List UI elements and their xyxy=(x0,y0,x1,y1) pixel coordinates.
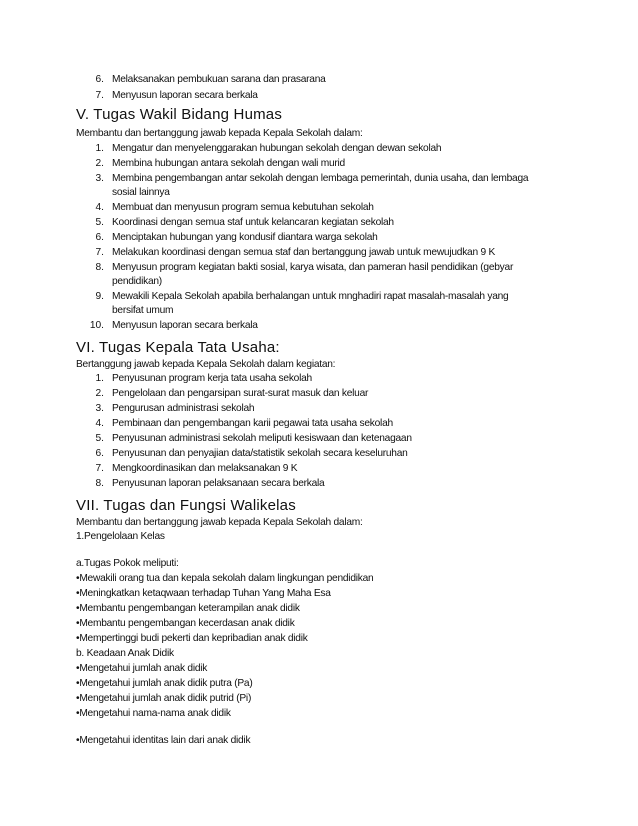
list-number: 8. xyxy=(95,478,104,489)
bullet-item: •Membantu pengembangan keterampilan anak didik xyxy=(76,603,300,614)
list-item: Mengatur dan menyelenggarakan hubungan sekolah dengan dewan sekolah xyxy=(112,143,442,154)
subheading: b. Keadaan Anak Didik xyxy=(76,648,174,659)
list-number: 6. xyxy=(95,448,104,459)
list-number: 2. xyxy=(95,158,104,169)
bullet-item: •Mengetahui identitas lain dari anak didik xyxy=(76,735,251,746)
subheading: 1.Pengelolaan Kelas xyxy=(76,531,165,542)
list-item: Menciptakan hubungan yang kondusif diantara warga sekolah xyxy=(112,232,378,243)
list-item-continuation: bersifat umum xyxy=(112,305,174,316)
list-item: Membina hubungan antara sekolah dengan wali murid xyxy=(112,158,345,169)
list-item: Pengelolaan dan pengarsipan surat-surat masuk dan keluar xyxy=(112,388,369,399)
list-number: 6. xyxy=(95,232,104,243)
list-item: Penyusunan program kerja tata usaha sekolah xyxy=(112,373,312,384)
list-item: Penyusunan dan penyajian data/statistik sekolah secara keseluruhan xyxy=(112,448,408,459)
list-number: 1. xyxy=(95,143,104,154)
section-intro: Membantu dan bertanggung jawab kepada Kepala Sekolah dalam: xyxy=(76,517,363,528)
bullet-item: •Mengetahui jumlah anak didik putra (Pa) xyxy=(76,678,253,689)
list-item: Mewakili Kepala Sekolah apabila berhalangan untuk mnghadiri rapat masalah-masalah yang xyxy=(112,291,509,302)
list-number: 7. xyxy=(95,463,104,474)
list-item: Melakukan koordinasi dengan semua staf dan bertanggung jawab untuk mewujudkan 9 K xyxy=(112,247,495,258)
bullet-item: •Mengetahui nama-nama anak didik xyxy=(76,708,231,719)
list-number: 4. xyxy=(95,418,104,429)
list-number: 5. xyxy=(95,217,104,228)
section-intro: Bertanggung jawab kepada Kepala Sekolah dalam kegiatan: xyxy=(76,359,336,370)
bullet-item: •Mempertinggi budi pekerti dan kepribadian anak didik xyxy=(76,633,308,644)
section-heading: V. Tugas Wakil Bidang Humas xyxy=(76,106,283,123)
list-number: 9. xyxy=(95,291,104,302)
list-item-continuation: sosial lainnya xyxy=(112,187,170,198)
list-number: 3. xyxy=(95,403,104,414)
section-heading: VII. Tugas dan Fungsi Walikelas xyxy=(76,497,296,514)
bullet-item: •Meningkatkan ketaqwaan terhadap Tuhan Yang Maha Esa xyxy=(76,588,331,599)
list-item: Koordinasi dengan semua staf untuk kelancaran kegiatan sekolah xyxy=(112,217,394,228)
bullet-item: •Membantu pengembangan kecerdasan anak didik xyxy=(76,618,295,629)
list-item: Melaksanakan pembukuan sarana dan prasarana xyxy=(112,74,326,85)
list-number: 5. xyxy=(95,433,104,444)
list-item: Membuat dan menyusun program semua kebutuhan sekolah xyxy=(112,202,374,213)
list-item: Penyusunan laporan pelaksanaan secara berkala xyxy=(112,478,325,489)
list-item: Menyusun laporan secara berkala xyxy=(112,320,258,331)
section-heading: VI. Tugas Kepala Tata Usaha: xyxy=(76,339,280,356)
subheading: a.Tugas Pokok meliputi: xyxy=(76,558,179,569)
list-item: Membina pengembangan antar sekolah dengan lembaga pemerintah, dunia usaha, dan lembaga xyxy=(112,173,529,184)
list-item-continuation: pendidikan) xyxy=(112,276,162,287)
list-item: Menyusun laporan secara berkala xyxy=(112,90,258,101)
list-item: Penyusunan administrasi sekolah meliputi kesiswaan dan ketenagaan xyxy=(112,433,412,444)
list-item: Pembinaan dan pengembangan karii pegawai tata usaha sekolah xyxy=(112,418,393,429)
list-number: 3. xyxy=(95,173,104,184)
list-number: 6. xyxy=(95,74,104,85)
list-item: Mengkoordinasikan dan melaksanakan 9 K xyxy=(112,463,298,474)
list-item: Pengurusan administrasi sekolah xyxy=(112,403,255,414)
bullet-item: •Mengetahui jumlah anak didik putrid (Pi) xyxy=(76,693,252,704)
bullet-item: •Mengetahui jumlah anak didik xyxy=(76,663,208,674)
list-item: Menyusun program kegiatan bakti sosial, karya wisata, dan pameran hasil pendidikan (gebyar xyxy=(112,262,514,273)
list-number: 8. xyxy=(95,262,104,273)
bullet-item: •Mewakili orang tua dan kepala sekolah dalam lingkungan pendidikan xyxy=(76,573,374,584)
list-number: 7. xyxy=(95,247,104,258)
list-number: 7. xyxy=(95,90,104,101)
list-number: 10. xyxy=(89,320,104,331)
list-number: 4. xyxy=(95,202,104,213)
list-number: 1. xyxy=(95,373,104,384)
section-intro: Membantu dan bertanggung jawab kepada Kepala Sekolah dalam: xyxy=(76,128,363,139)
list-number: 2. xyxy=(95,388,104,399)
